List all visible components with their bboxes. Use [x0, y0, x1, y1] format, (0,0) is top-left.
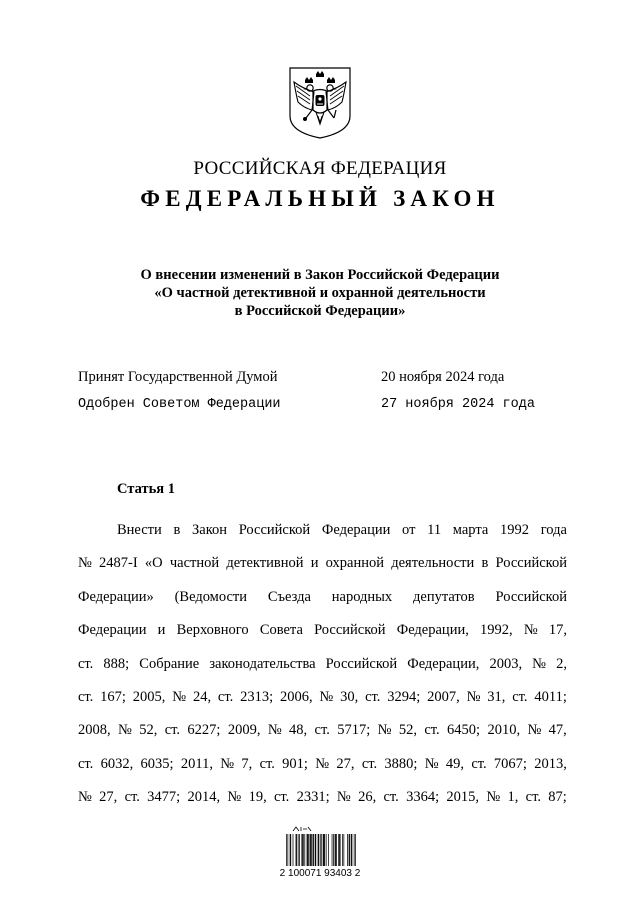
barcode-bar	[333, 834, 334, 866]
barcode-bar	[328, 834, 329, 866]
barcode-bar	[310, 834, 311, 866]
law-title-line: «О частной детективной и охранной деятельности	[154, 285, 486, 301]
coat-of-arms-icon	[288, 66, 352, 140]
barcode-bar	[326, 834, 327, 866]
article-text-line: Федерации» (Ведомости Съезда народных депутатов Российской	[78, 588, 567, 605]
barcode-bar	[320, 834, 321, 866]
barcode-bar	[338, 834, 339, 866]
barcode-bar	[335, 834, 336, 866]
barcode-bar	[354, 834, 355, 866]
barcode-bar	[315, 834, 316, 866]
barcode-bar	[302, 834, 303, 866]
barcode-bar	[324, 834, 325, 866]
barcode-bar	[321, 834, 322, 866]
barcode-bar	[342, 834, 343, 866]
barcode-bar	[311, 834, 312, 866]
article-text-line: № 27, ст. 3477; 2014, № 19, ст. 2331; № 26, ст. 3364; 2015, № 1, ст. 87;	[78, 789, 567, 806]
barcode-bar	[349, 834, 350, 866]
barcode-bar	[318, 834, 319, 866]
barcode-bar	[352, 834, 353, 866]
country-name: РОССИЙСКАЯ ФЕДЕРАЦИЯ	[193, 158, 447, 179]
barcode-bar	[307, 834, 308, 866]
council-approval-label: Одобрен Советом Федерации	[78, 397, 281, 412]
article-text-line: 2008, № 52, ст. 6227; 2009, № 48, ст. 5717; № 52, ст. 6450; 2010, № 47,	[78, 722, 567, 739]
barcode-bar	[332, 834, 333, 866]
barcode-bar	[303, 834, 304, 866]
barcode-bar	[339, 834, 340, 866]
barcode-bar	[307, 834, 308, 866]
barcode-bar	[343, 834, 344, 866]
article-text-line: Внести в Закон Российской Федерации от 11 марта 1992 года	[117, 522, 567, 538]
article-text-line: № 2487-I «О частной детективной и охранной деятельности в Российской	[78, 555, 567, 572]
barcode-bar	[315, 834, 316, 866]
article-body	[78, 514, 567, 815]
barcode-bar	[355, 834, 356, 866]
barcode-bar	[318, 834, 319, 866]
barcode-bar	[299, 834, 300, 866]
barcode-bar	[286, 834, 287, 866]
barcode-bar	[310, 834, 311, 866]
barcode-mark-icon	[292, 826, 312, 832]
barcode-bar	[301, 834, 302, 866]
article-text-line: ст. 6032, 6035; 2011, № 7, ст. 901; № 27, ст. 3880; № 49, ст. 7067; 2013,	[78, 755, 567, 772]
barcode-icon	[286, 834, 356, 866]
barcode-bar	[287, 834, 288, 866]
article-text-line: Федерации и Верховного Совета Российской Федерации, 1992, № 17,	[78, 622, 567, 639]
barcode-bar	[296, 834, 297, 866]
article-text-line: ст. 167; 2005, № 24, ст. 2313; 2006, № 30, ст. 3294; 2007, № 31, ст. 4011;	[78, 688, 567, 705]
council-approval-date: 27 ноября 2024 года	[381, 397, 535, 412]
barcode-bar	[351, 834, 352, 866]
barcode-bar	[336, 834, 337, 866]
barcode-bar	[293, 834, 294, 866]
barcode-bar	[290, 834, 291, 866]
barcode-bar	[340, 834, 341, 866]
barcode-bar	[298, 834, 299, 866]
barcode-bar	[290, 834, 291, 866]
barcode	[270, 826, 370, 882]
duma-adoption-date: 20 ноября 2024 года	[381, 369, 505, 385]
barcode-bar	[347, 834, 348, 866]
law-title-line: О внесении изменений в Закон Российской Федерации	[140, 267, 500, 283]
barcode-bar	[313, 834, 314, 866]
law-title	[0, 266, 640, 320]
document-type: ФЕДЕРАЛЬНЫЙ ЗАКОН	[140, 186, 500, 211]
barcode-bar	[323, 834, 324, 866]
barcode-bar	[324, 834, 325, 866]
duma-adoption-label: Принят Государственной Думой	[78, 369, 278, 385]
barcode-bar	[296, 834, 297, 866]
law-title-line: в Российской Федерации»	[234, 303, 406, 319]
barcode-bar	[304, 834, 305, 866]
article-heading: Статья 1	[117, 481, 175, 497]
barcode-bar	[335, 834, 336, 866]
barcode-number: 2 100071 93403 2	[279, 868, 361, 879]
barcode-bar	[349, 834, 350, 866]
barcode-bar	[313, 834, 314, 866]
article-text-line: ст. 888; Собрание законодательства Российской Федерации, 2003, № 2,	[78, 655, 567, 672]
barcode-bar	[308, 834, 309, 866]
